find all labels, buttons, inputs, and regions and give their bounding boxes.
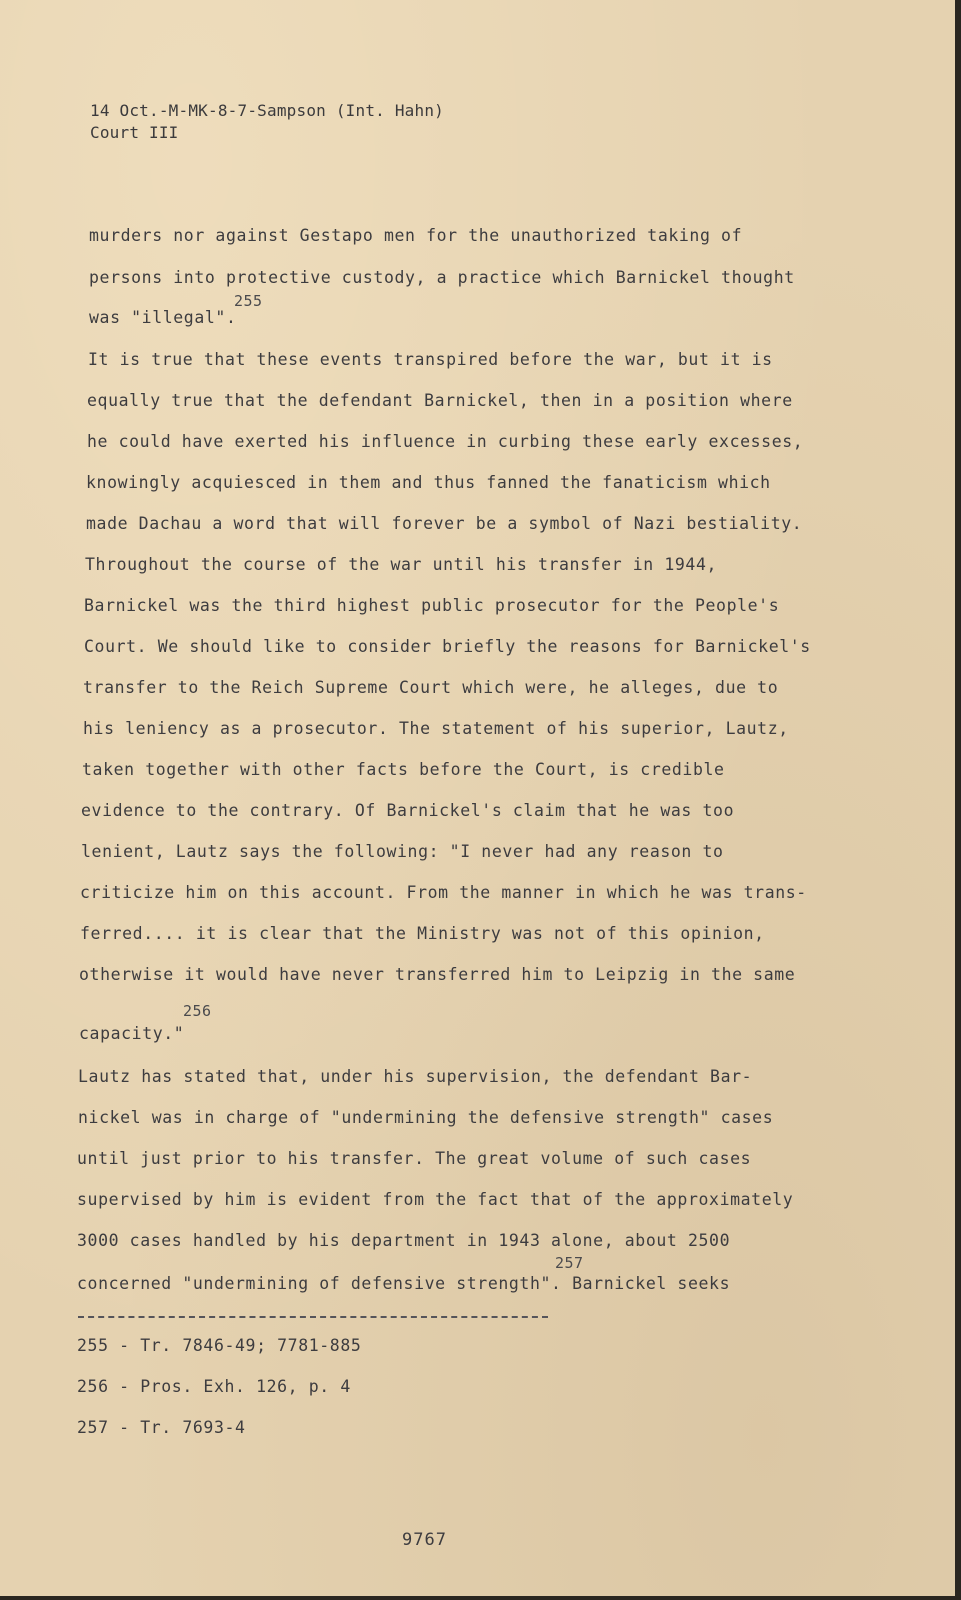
body-line: Throughout the course of the war until his transfer in 1944, bbox=[85, 555, 718, 574]
body-line: capacity." bbox=[79, 1024, 185, 1043]
footnote-ref-255: 255 bbox=[234, 292, 263, 310]
header-session-line: 14 Oct.-M-MK-8-7-Sampson (Int. Hahn) bbox=[90, 101, 444, 120]
body-line: nickel was in charge of "undermining the defensive strength" cases bbox=[78, 1108, 774, 1127]
body-line: criticize him on this account. From the manner in which he was trans- bbox=[80, 883, 807, 902]
body-line: his leniency as a prosecutor. The statement of his superior, Lautz, bbox=[83, 719, 789, 738]
body-line: equally true that the defendant Barnickel, then in a position where bbox=[87, 391, 793, 410]
body-line: he could have exerted his influence in curbing these early excesses, bbox=[87, 432, 804, 451]
body-line: made Dachau a word that will forever be a symbol of Nazi bestiality. bbox=[86, 514, 803, 533]
page-number: 9767 bbox=[402, 1530, 447, 1550]
body-line: transfer to the Reich Supreme Court which were, he alleges, due to bbox=[83, 678, 779, 697]
body-line: Court. We should like to consider briefly the reasons for Barnickel's bbox=[84, 637, 811, 656]
header-court-line: Court III bbox=[90, 123, 179, 142]
body-line: supervised by him is evident from the fact that of the approximately bbox=[77, 1190, 794, 1209]
body-line: persons into protective custody, a practice which Barnickel thought bbox=[89, 268, 795, 287]
footnote-ref-256: 256 bbox=[183, 1002, 212, 1020]
body-line: 3000 cases handled by his department in 1943 alone, about 2500 bbox=[77, 1231, 731, 1250]
body-line: otherwise it would have never transferred him to Leipzig in the same bbox=[79, 965, 796, 984]
body-line: until just prior to his transfer. The great volume of such cases bbox=[77, 1149, 752, 1168]
body-line: knowingly acquiesced in them and thus fanned the fanaticism which bbox=[86, 473, 771, 492]
document-header bbox=[90, 100, 444, 144]
body-line: concerned "undermining of defensive strength". Barnickel seeks bbox=[77, 1274, 731, 1293]
body-line: lenient, Lautz says the following: "I never had any reason to bbox=[81, 842, 724, 861]
footnote-255: 255 - Tr. 7846-49; 7781-885 bbox=[77, 1336, 362, 1355]
body-line: It is true that these events transpired before the war, but it is bbox=[88, 350, 773, 369]
body-line: was "illegal". bbox=[89, 308, 237, 327]
footnote-ref-257: 257 bbox=[555, 1254, 584, 1272]
footnote-separator bbox=[78, 1316, 548, 1318]
body-line: evidence to the contrary. Of Barnickel's claim that he was too bbox=[81, 801, 735, 820]
body-line: Barnickel was the third highest public prosecutor for the People's bbox=[84, 596, 780, 615]
body-line: murders nor against Gestapo men for the unauthorized taking of bbox=[89, 226, 743, 245]
footnote-256: 256 - Pros. Exh. 126, p. 4 bbox=[77, 1377, 351, 1396]
body-line: taken together with other facts before the Court, is credible bbox=[82, 760, 725, 779]
body-line: Lautz has stated that, under his supervision, the defendant Bar- bbox=[78, 1067, 753, 1086]
body-line: ferred.... it is clear that the Ministry was not of this opinion, bbox=[80, 924, 765, 943]
footnote-257: 257 - Tr. 7693-4 bbox=[77, 1418, 246, 1437]
